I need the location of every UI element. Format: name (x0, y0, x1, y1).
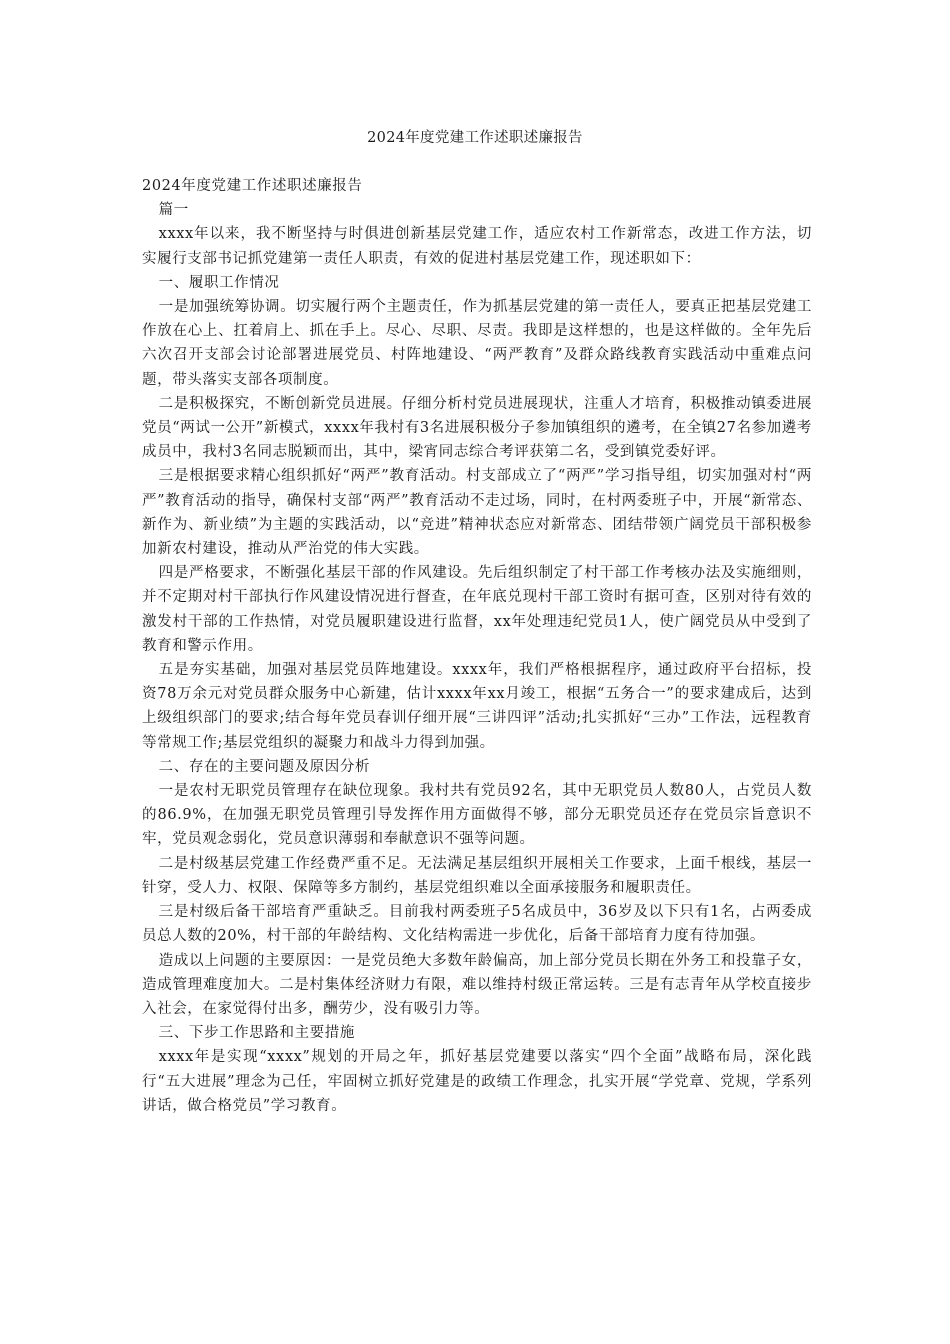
intro-paragraph: xxxx年以来，我不断坚持与时俱进创新基层党建工作，适应农村工作新常态，改进工作方法，切实履行支部书记抓党建第一责任人职责，有效的促进村基层党建工作，现述职如下： (142, 226, 812, 267)
paragraph: 三是根据要求精心组织抓好“两严”教育活动。村支部成立了“两严”学习指导组，切实加强对村“两严”教育活动的指导，确保村支部“两严”教育活动不走过场，同时，在村两委班子中，开展“新常态、新作为、新业绩”为主题的实践活动，以“竞进”精神状态应对新常态、团结带领广阔党员干部积极参加新农村建设，推动从严治党的伟大实践。 (142, 468, 812, 558)
paragraph: 一是农村无职党员管理存在缺位现象。我村共有党员92名，其中无职党员人数80人，占党员人数的86.9%，在加强无职党员管理引导发挥作用方面做得不够，部分无职党员还存在党员宗旨意识不牢，党员观念弱化，党员意识薄弱和奉献意识不强等问题。 (142, 783, 812, 848)
paragraph: 五是夯实基础，加强对基层党员阵地建设。xxxx年，我们严格根据程序，通过政府平台招标，投资78万余元对党员群众服务中心新建，估计xxxx年xx月竣工，根据“五务合一”的要求建成后，达到上级组织部门的要求;结合每年党员春训仔细开展“三讲四评”活动;扎实抓好“三办”工作法，远程教育等常规工作;基层党组织的凝聚力和战斗力得到加强。 (142, 662, 812, 751)
document-subtitle: 2024年度党建工作述职述廉报告 (142, 178, 363, 194)
part-label: 篇一 (158, 202, 189, 219)
paragraph: 四是严格要求，不断强化基层干部的作风建设。先后组织制定了村干部工作考核办法及实施细则，并不定期对村干部执行作风建设情况进行督查，在年底兑现村干部工资时有据可查，区别对待有效的激发村干部的工作热情，对党员履职建设进行监督，xx年处理违纪党员1人，使广阔党员从中受到了教育和警示作用。 (142, 565, 812, 654)
paragraph: 二是积极探究，不断创新党员进展。仔细分析村党员进展现状，注重人才培育，积极推动镇委进展党员“两试一公开”新模式，xxxx年我村有3名进展积极分子参加镇组织的遴考，在全镇27名参加遴考成员中，我村3名同志脱颖而出，其中，梁宵同志综合考评获第二名，受到镇党委好评。 (142, 395, 812, 461)
paragraph: 造成以上问题的主要原因：一是党员绝大多数年龄偏高，加上部分党员长期在外务工和投靠子女，造成管理难度加大。二是村集体经济财力有限，难以维持村级正常运转。三是有志青年从学校直接步入社会，在家觉得付出多，酬劳少，没有吸引力等。 (142, 952, 812, 1017)
section-heading-3: 三、下步工作思路和主要措施 (158, 1025, 355, 1042)
paragraph: 三是村级后备干部培育严重缺乏。目前我村两委班子5名成员中，36岁及以下只有1名，占两委成员总人数的20%，村干部的年龄结构、文化结构需进一步优化，后备干部培育力度有待加强。 (142, 904, 812, 945)
document-body (142, 174, 812, 1118)
paragraph: xxxx年是实现“xxxx”规划的开局之年，抓好基层党建要以落实“四个全面”战略布局，深化践行“五大进展”理念为己任，牢固树立抓好党建是的政绩工作理念，扎实开展“学党章、党规，学系列讲话，做合格党员”学习教育。 (142, 1049, 812, 1114)
section-heading-1: 一、履职工作情况 (158, 274, 280, 291)
paragraph: 一是加强统筹协调。切实履行两个主题责任，作为抓基层党建的第一责任人，要真正把基层党建工作放在心上、扛着肩上、抓在手上。尽心、尽职、尽责。我即是这样想的，也是这样做的。全年先后六次召开支部会讨论部署进展党员、村阵地建设、“两严教育”及群众路线教育实践活动中重难点问题，带头落实支部各项制度。 (142, 299, 812, 388)
document-title: 2024年度党建工作述职述廉报告 (367, 130, 583, 146)
paragraph: 二是村级基层党建工作经费严重不足。无法满足基层组织开展相关工作要求，上面千根线，基层一针穿，受人力、权限、保障等多方制约，基层党组织难以全面承接服务和履职责任。 (142, 855, 812, 896)
section-heading-2: 二、存在的主要问题及原因分析 (158, 758, 371, 775)
